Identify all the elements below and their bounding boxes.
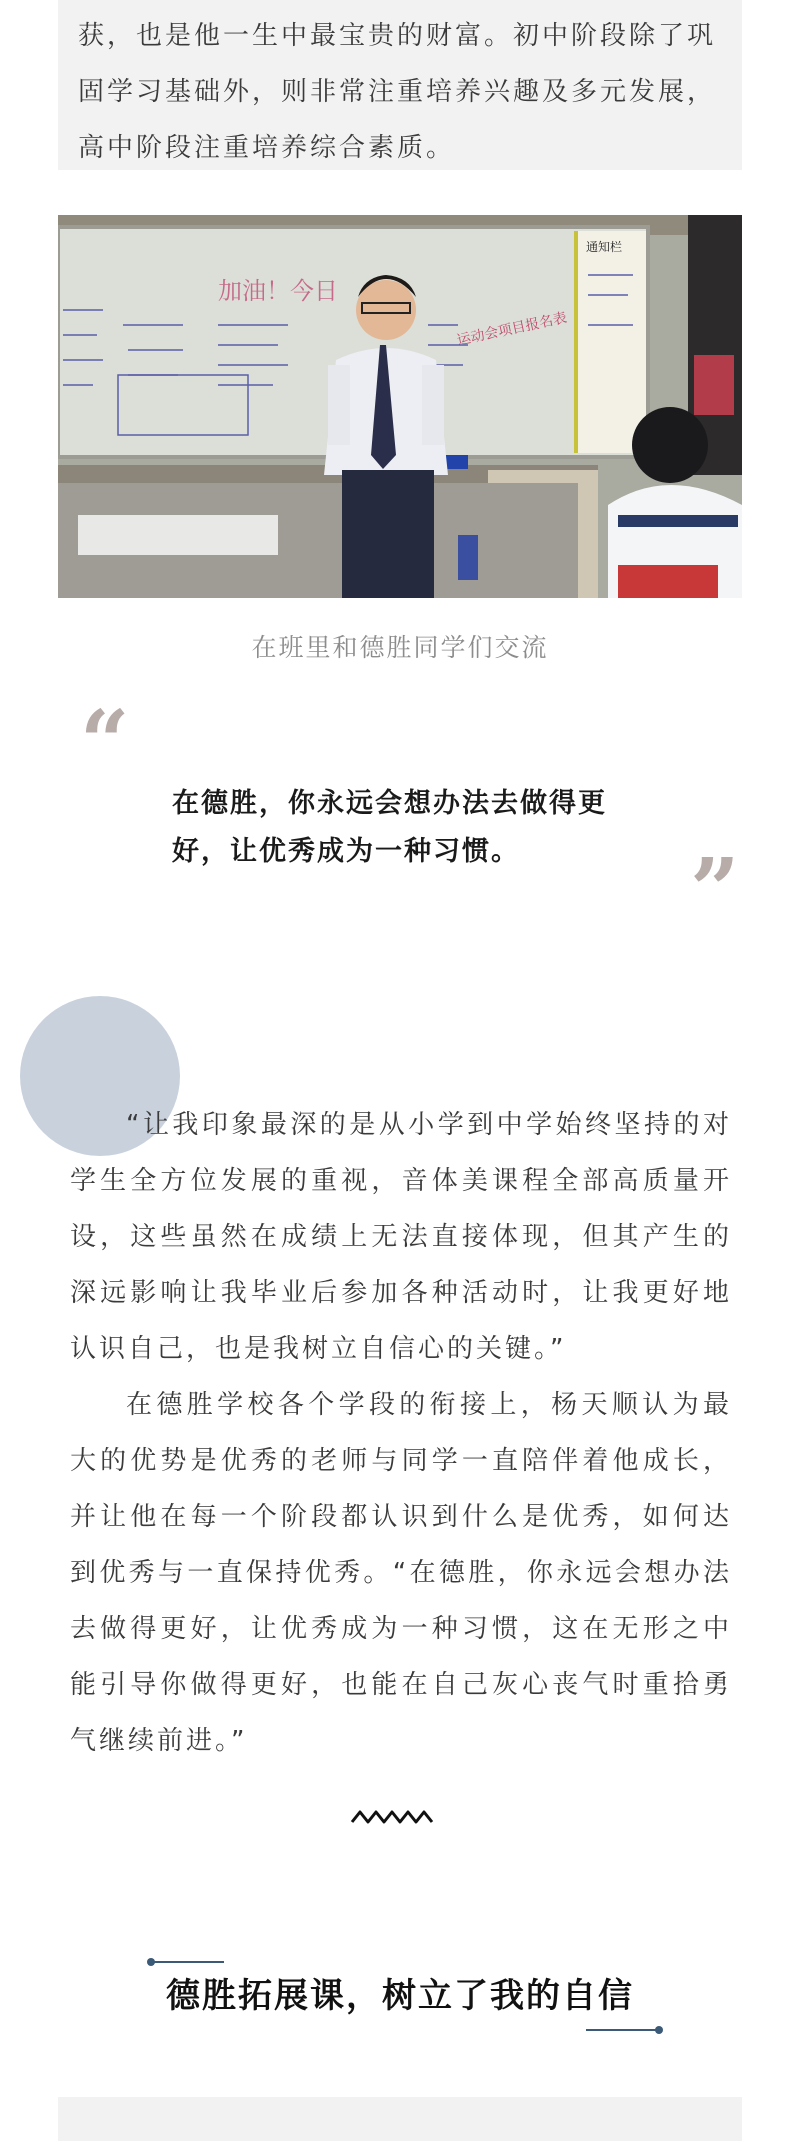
board-text-right: 运动会项目报名表: [455, 309, 569, 349]
classroom-photo: [58, 215, 742, 598]
next-section-box: [58, 2097, 742, 2141]
zigzag-divider-icon: [350, 1806, 434, 1826]
title-accent-line-right: [584, 2025, 664, 2035]
body-paragraph-1: “让我印象最深的是从小学到中学始终坚持的对学生全方位发展的重视，音体美课程全部高质量开设，这些虽然在成绩上无法直接体现，但其产生的深远影响让我毕业后参加各种活动时，让我更好地认识自己，也是我树立自信心的关键。”: [70, 1110, 732, 1364]
photo-caption: 在班里和德胜同学们交流: [251, 633, 549, 662]
board-text-left: 加油！今日: [218, 277, 338, 305]
body-paragraph-2: 在德胜学校各个学段的衔接上，杨天顺认为最大的优势是优秀的老师与同学一直陪伴着他成长，并让他在每一个阶段都认识到什么是优秀，如何达到优秀与一直保持优秀。“在德胜，你永远会想办法去做得更好，让优秀成为一种习惯，这在无形之中能引导你做得更好，也能在自己灰心丧气时重拾勇气继续前进。”: [70, 1390, 732, 1756]
close-quote-icon: ”: [690, 840, 740, 941]
pull-quote: 在德胜，你永远会想办法去做得更好，让优秀成为一种习惯。: [172, 788, 607, 867]
classroom-illustration: [58, 215, 742, 598]
notice-title: 通知栏: [586, 240, 623, 254]
intro-paragraph: 获，也是他一生中最宝贵的财富。初中阶段除了巩固学习基础外，则非常注重培养兴趣及多元发展，高中阶段注重培养综合素质。: [78, 21, 717, 163]
section-title: 德胜拓展课，树立了我的自信: [166, 1976, 634, 2016]
intro-text-box: [58, 0, 742, 170]
title-accent-line-left: [146, 1957, 226, 1967]
open-quote-icon: “: [80, 692, 130, 793]
